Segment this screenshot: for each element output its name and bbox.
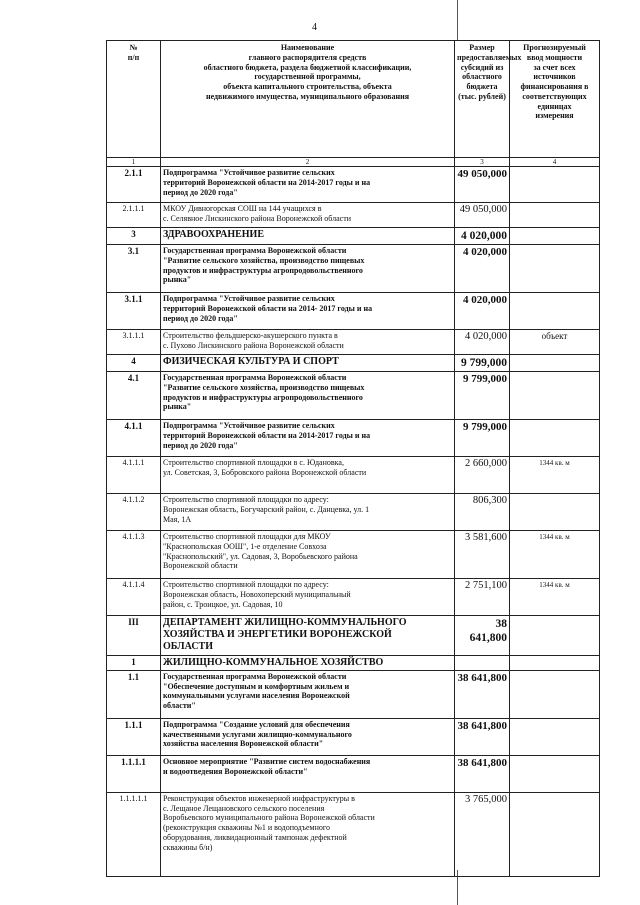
- row-number: III: [107, 616, 161, 656]
- table-row: [107, 494, 600, 531]
- table-row: [107, 420, 600, 457]
- table-row: [107, 457, 600, 494]
- row-name: Строительство спортивной площадки по адресу: Воронежская область, Новохоперский муниципальный район, с. Троицкое, ул. Садовая, 10: [161, 579, 455, 616]
- row-amount: 38 641,800: [455, 718, 510, 755]
- row-amount: 49 050,000: [455, 203, 510, 228]
- row-number: 1.1.1.1.1: [107, 792, 161, 876]
- row-name: Государственная программа Воронежской области "Развитие сельского хозяйства, производство пищевых продуктов и инфраструктуры агропродовольственного рынка": [161, 372, 455, 420]
- row-name: Основное мероприятие "Развитие систем водоснабжения и водоотведения Воронежской области": [161, 755, 455, 792]
- row-amount: 9 799,000: [455, 355, 510, 372]
- table-row: [107, 203, 600, 228]
- capacity-text: 1344 кв. м: [539, 459, 570, 468]
- header-number: № п/п: [107, 41, 161, 158]
- row-name: Государственная программа Воронежской области "Развитие сельского хозяйства, производство пищевых продуктов и инфраструктуры агропродовольственного рынка": [161, 245, 455, 293]
- table-header-row: [107, 41, 600, 158]
- row-amount: 2 660,000: [455, 457, 510, 494]
- row-name: МКОУ Дивногорская СОШ на 144 учащихся в с. Селявное Лискинского района Воронежской области: [161, 203, 455, 228]
- row-amount: 49 050,000: [455, 167, 510, 203]
- scan-fold-line: [457, 0, 458, 40]
- column-number: 3: [455, 158, 510, 167]
- table-row: [107, 792, 600, 876]
- row-amount: 9 799,000: [455, 420, 510, 457]
- row-capacity: [510, 718, 600, 755]
- row-amount: 3 765,000: [455, 792, 510, 876]
- column-number: 4: [510, 158, 600, 167]
- row-name: Строительство спортивной площадки для МКОУ "Краснопольская ООШ", 1-е отделение Совхоза "Краснопольский", ул. Садовая, 3, Воробьевского района Воронежской области: [161, 531, 455, 579]
- row-name: Подпрограмма "Создание условий для обеспечения качественными услугами жилищно-коммунального хозяйства населения Воронежской области": [161, 718, 455, 755]
- column-number: 2: [161, 158, 455, 167]
- row-number: 4.1.1.4: [107, 579, 161, 616]
- column-numbers-row: [107, 158, 600, 167]
- table-row: [107, 616, 600, 656]
- row-number: 1.1.1.1: [107, 755, 161, 792]
- table-row: [107, 293, 600, 330]
- row-number: 3.1.1: [107, 293, 161, 330]
- row-capacity: [510, 755, 600, 792]
- table-row: [107, 670, 600, 718]
- table-row: [107, 167, 600, 203]
- capacity-text: 1344 кв. м: [539, 533, 570, 542]
- row-amount: 4 020,000: [455, 228, 510, 245]
- row-capacity: [510, 579, 600, 616]
- row-amount: 2 751,100: [455, 579, 510, 616]
- table-row: [107, 372, 600, 420]
- header-amount: Размер предоставляемых субсидий из областного бюджета (тыс. рублей): [455, 41, 510, 158]
- row-capacity: [510, 203, 600, 228]
- table-row: [107, 755, 600, 792]
- row-capacity: [510, 655, 600, 670]
- row-amount: 4 020,000: [455, 245, 510, 293]
- row-name: Подпрограмма "Устойчивое развитие сельских территорий Воронежской области на 2014-2017 годы и на период до 2020 года": [161, 167, 455, 203]
- row-amount: 4 020,000: [455, 330, 510, 355]
- row-amount: 3 581,600: [455, 531, 510, 579]
- row-name: ЗДРАВООХРАНЕНИЕ: [161, 228, 455, 245]
- row-number: 1: [107, 655, 161, 670]
- subsidy-table: [106, 40, 600, 877]
- row-name: Строительство спортивной площадки по адресу: Воронежская область, Богучарский район, с. Данцевка, ул. 1 Мая, 1А: [161, 494, 455, 531]
- row-amount: 38 641,800: [455, 755, 510, 792]
- row-amount: 806,300: [455, 494, 510, 531]
- row-name: Подпрограмма "Устойчивое развитие сельских территорий Воронежской области на 2014- 2017 годы и на период до 2020 года": [161, 293, 455, 330]
- row-name: Государственная программа Воронежской области "Обеспечение доступным и комфортным жильем и коммунальными услугами населения Воронежской области": [161, 670, 455, 718]
- row-number: 4.1.1: [107, 420, 161, 457]
- capacity-text: 1344 кв. м: [539, 581, 570, 590]
- row-number: 4.1.1.1: [107, 457, 161, 494]
- row-capacity: [510, 616, 600, 656]
- row-capacity: [510, 330, 600, 355]
- row-number: 1.1: [107, 670, 161, 718]
- row-capacity: [510, 792, 600, 876]
- table-row: [107, 330, 600, 355]
- row-name: Реконструкция объектов инженерной инфраструктуры в с. Лещаное Лещановского сельского поселения Воробьевского муниципального района Воронежской области (реконструкция скважины №1 и водоподъемного оборудования, ликвидационный тампонаж дефектной скважины б/н): [161, 792, 455, 876]
- row-capacity: [510, 420, 600, 457]
- row-capacity: [510, 293, 600, 330]
- header-name: Наименование главного распорядителя средств областного бюджета, раздела бюджетной классификации, государственной программы, объекта капитального строительства, объекта недвижимого имущества, муниципального образования: [161, 41, 455, 158]
- row-amount: 9 799,000: [455, 372, 510, 420]
- table-row: [107, 718, 600, 755]
- column-number: 1: [107, 158, 161, 167]
- row-number: 2.1.1: [107, 167, 161, 203]
- row-capacity: [510, 494, 600, 531]
- capacity-text: объект: [541, 331, 568, 342]
- row-name: ДЕПАРТАМЕНТ ЖИЛИЩНО-КОММУНАЛЬНОГО ХОЗЯЙСТВА И ЭНЕРГЕТИКИ ВОРОНЕЖСКОЙ ОБЛАСТИ: [161, 616, 455, 656]
- table-row: [107, 228, 600, 245]
- row-number: 1.1.1: [107, 718, 161, 755]
- row-number: 3: [107, 228, 161, 245]
- row-amount: 38 641,800: [455, 670, 510, 718]
- row-capacity: [510, 245, 600, 293]
- row-number: 3.1.1.1: [107, 330, 161, 355]
- row-name: Подпрограмма "Устойчивое развитие сельских территорий Воронежской области на 2014-2017 годы и на период до 2020 года": [161, 420, 455, 457]
- table-row: [107, 655, 600, 670]
- row-name: ЖИЛИЩНО-КОММУНАЛЬНОЕ ХОЗЯЙСТВО: [161, 655, 455, 670]
- row-capacity: [510, 531, 600, 579]
- row-amount: 38 641,800: [455, 616, 510, 656]
- row-number: 4.1: [107, 372, 161, 420]
- row-capacity: [510, 457, 600, 494]
- row-name: Строительство спортивной площадки в с. Юдановка, ул. Советская, 3, Бобровского района Воронежской области: [161, 457, 455, 494]
- row-amount: [455, 655, 510, 670]
- row-number: 3.1: [107, 245, 161, 293]
- page-number: 4: [312, 22, 317, 33]
- row-amount: 4 020,000: [455, 293, 510, 330]
- row-number: 2.1.1.1: [107, 203, 161, 228]
- row-capacity: [510, 372, 600, 420]
- row-number: 4.1.1.3: [107, 531, 161, 579]
- row-number: 4.1.1.2: [107, 494, 161, 531]
- row-number: 4: [107, 355, 161, 372]
- row-capacity: [510, 355, 600, 372]
- row-capacity: [510, 670, 600, 718]
- row-capacity: [510, 167, 600, 203]
- table-row: [107, 355, 600, 372]
- row-name: ФИЗИЧЕСКАЯ КУЛЬТУРА И СПОРТ: [161, 355, 455, 372]
- table-row: [107, 245, 600, 293]
- table-row: [107, 531, 600, 579]
- row-name: Строительство фельдшерско-акушерского пункта в с. Пухово Лискинского района Воронежской области: [161, 330, 455, 355]
- header-capacity: Прогнозируемый ввод мощности за счет всех источников финансирования в соответствующих единицах измерения: [510, 41, 600, 158]
- table-row: [107, 579, 600, 616]
- row-capacity: [510, 228, 600, 245]
